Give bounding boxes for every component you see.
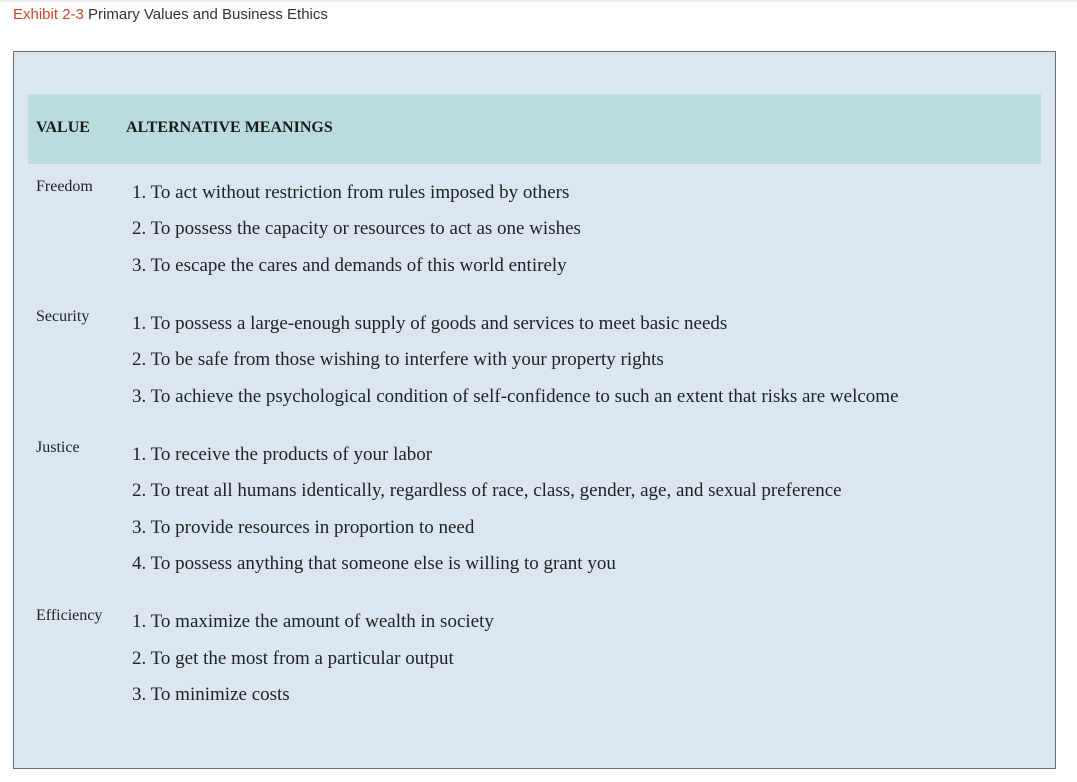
meaning-security-1: 1. To possess a large-enough supply of goods and services to meet basic needs <box>132 313 728 334</box>
exhibit-number: Exhibit 2-3 <box>13 6 84 23</box>
table-header <box>28 94 1041 164</box>
meaning-justice-4: 4. To possess anything that someone else is willing to grant you <box>132 553 616 574</box>
meaning-security-3: 3. To achieve the psychological condition of self-confidence to such an extent that risks are welcome <box>132 386 899 407</box>
meaning-freedom-2: 2. To possess the capacity or resources to act as one wishes <box>132 218 581 239</box>
meaning-freedom-3: 3. To escape the cares and demands of this world entirely <box>132 255 567 276</box>
value-security: Security <box>36 308 90 325</box>
exhibit-title: Primary Values and Business Ethics <box>88 6 328 23</box>
value-justice: Justice <box>36 439 80 456</box>
meaning-efficiency-2: 2. To get the most from a particular output <box>132 648 454 669</box>
meaning-efficiency-1: 1. To maximize the amount of wealth in society <box>132 611 494 632</box>
meaning-freedom-1: 1. To act without restriction from rules imposed by others <box>132 182 570 203</box>
exhibit-table <box>13 51 1056 769</box>
meaning-security-2: 2. To be safe from those wishing to interfere with your property rights <box>132 349 664 370</box>
meaning-efficiency-3: 3. To minimize costs <box>132 684 290 705</box>
meaning-justice-3: 3. To provide resources in proportion to need <box>132 517 475 538</box>
exhibit-caption <box>13 5 328 25</box>
top-divider <box>0 0 1077 3</box>
meaning-justice-2: 2. To treat all humans identically, regardless of race, class, gender, age, and sexual preference <box>132 480 842 501</box>
value-freedom: Freedom <box>36 178 93 195</box>
header-alternative-meanings: ALTERNATIVE MEANINGS <box>126 119 333 136</box>
header-value: VALUE <box>36 119 90 136</box>
meaning-justice-1: 1. To receive the products of your labor <box>132 444 433 465</box>
value-efficiency: Efficiency <box>36 607 103 624</box>
